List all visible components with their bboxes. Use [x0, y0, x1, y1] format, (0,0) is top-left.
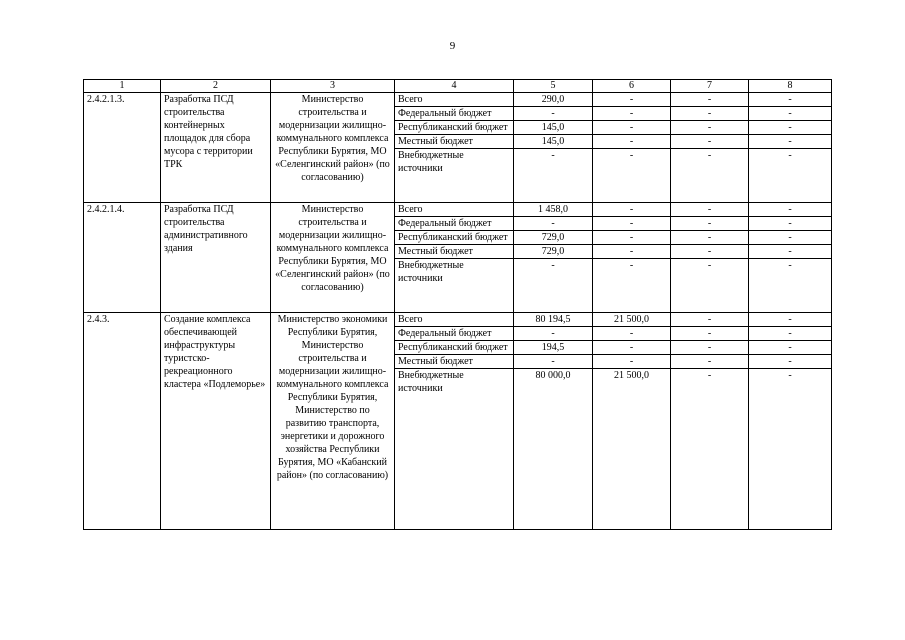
- measure-executor: Министерство строительства и модернизации жилищно-коммунального комплекса Республики Бурятия, МО «Селенгинский район» (по согласованию): [271, 93, 395, 203]
- value-cell: 729,0: [514, 231, 593, 245]
- funding-source: Местный бюджет: [395, 245, 514, 259]
- measure-name: Разработка ПСД строительства административного здания: [161, 203, 271, 313]
- value-cell: -: [593, 355, 671, 369]
- table-row: [84, 203, 832, 217]
- value-cell: -: [749, 93, 832, 107]
- measure-code: 2.4.2.1.3.: [84, 93, 161, 203]
- column-number: 2: [161, 80, 271, 93]
- column-number: 4: [395, 80, 514, 93]
- value-cell: -: [593, 121, 671, 135]
- value-cell: -: [749, 355, 832, 369]
- budget-table: [83, 79, 832, 530]
- value-cell: -: [514, 217, 593, 231]
- value-cell: -: [749, 259, 832, 313]
- value-cell: -: [671, 259, 749, 313]
- funding-source: Федеральный бюджет: [395, 217, 514, 231]
- funding-source: Республиканский бюджет: [395, 231, 514, 245]
- value-cell: 729,0: [514, 245, 593, 259]
- value-cell: -: [671, 135, 749, 149]
- value-cell: -: [671, 231, 749, 245]
- funding-source: Внебюджетные источники: [395, 369, 514, 530]
- value-cell: 80 194,5: [514, 313, 593, 327]
- value-cell: -: [593, 107, 671, 121]
- value-cell: 145,0: [514, 135, 593, 149]
- funding-source: Федеральный бюджет: [395, 327, 514, 341]
- value-cell: -: [671, 121, 749, 135]
- value-cell: -: [749, 121, 832, 135]
- measure-name: Разработка ПСД строительства контейнерных площадок для сбора мусора с территории ТРК: [161, 93, 271, 203]
- funding-source: Республиканский бюджет: [395, 121, 514, 135]
- funding-source: Местный бюджет: [395, 135, 514, 149]
- value-cell: -: [593, 245, 671, 259]
- value-cell: -: [749, 231, 832, 245]
- measure-code: 2.4.2.1.4.: [84, 203, 161, 313]
- value-cell: 290,0: [514, 93, 593, 107]
- value-cell: -: [593, 217, 671, 231]
- value-cell: 80 000,0: [514, 369, 593, 530]
- value-cell: -: [749, 245, 832, 259]
- value-cell: 145,0: [514, 121, 593, 135]
- value-cell: -: [671, 341, 749, 355]
- value-cell: -: [593, 231, 671, 245]
- value-cell: -: [593, 341, 671, 355]
- value-cell: -: [749, 369, 832, 530]
- funding-source: Республиканский бюджет: [395, 341, 514, 355]
- value-cell: -: [671, 149, 749, 203]
- value-cell: -: [514, 149, 593, 203]
- table-row: [84, 313, 832, 327]
- value-cell: -: [671, 327, 749, 341]
- measure-code: 2.4.3.: [84, 313, 161, 530]
- funding-source: Внебюджетные источники: [395, 149, 514, 203]
- value-cell: 194,5: [514, 341, 593, 355]
- funding-source: Федеральный бюджет: [395, 107, 514, 121]
- value-cell: -: [593, 259, 671, 313]
- value-cell: -: [671, 369, 749, 530]
- column-number: 7: [671, 80, 749, 93]
- column-number: 5: [514, 80, 593, 93]
- value-cell: -: [514, 355, 593, 369]
- value-cell: -: [593, 203, 671, 217]
- value-cell: -: [749, 341, 832, 355]
- table-row: [84, 93, 832, 107]
- column-number-row: [84, 80, 832, 93]
- value-cell: -: [593, 327, 671, 341]
- value-cell: -: [749, 217, 832, 231]
- funding-source: Внебюджетные источники: [395, 259, 514, 313]
- value-cell: -: [671, 203, 749, 217]
- value-cell: -: [593, 135, 671, 149]
- value-cell: -: [749, 107, 832, 121]
- column-number: 6: [593, 80, 671, 93]
- value-cell: -: [593, 93, 671, 107]
- value-cell: -: [671, 93, 749, 107]
- value-cell: 21 500,0: [593, 369, 671, 530]
- value-cell: -: [749, 313, 832, 327]
- column-number: 8: [749, 80, 832, 93]
- value-cell: -: [514, 107, 593, 121]
- value-cell: -: [749, 135, 832, 149]
- value-cell: -: [671, 313, 749, 327]
- value-cell: -: [671, 107, 749, 121]
- column-number: 1: [84, 80, 161, 93]
- value-cell: -: [749, 203, 832, 217]
- value-cell: 21 500,0: [593, 313, 671, 327]
- value-cell: -: [514, 327, 593, 341]
- measure-executor: Министерство экономики Республики Бурятия, Министерство строительства и модернизации жилищно-коммунального комплекса Республики Бурятия, Министерство по развитию транспорта, энергетики и дорожного хозяйства Республики Бурятия, МО «Кабанский район» (по согласованию): [271, 313, 395, 530]
- measure-name: Создание комплекса обеспечивающей инфраструктуры туристско-рекреационного кластера «Подлеморье»: [161, 313, 271, 530]
- value-cell: -: [514, 259, 593, 313]
- value-cell: -: [671, 355, 749, 369]
- value-cell: -: [593, 149, 671, 203]
- value-cell: 1 458,0: [514, 203, 593, 217]
- funding-source: Местный бюджет: [395, 355, 514, 369]
- funding-source: Всего: [395, 313, 514, 327]
- value-cell: -: [671, 245, 749, 259]
- page-number: 9: [449, 40, 456, 52]
- column-number: 3: [271, 80, 395, 93]
- measure-executor: Министерство строительства и модернизации жилищно-коммунального комплекса Республики Бурятия, МО «Селенгинский район» (по согласованию): [271, 203, 395, 313]
- value-cell: -: [749, 327, 832, 341]
- value-cell: -: [749, 149, 832, 203]
- funding-source: Всего: [395, 203, 514, 217]
- funding-source: Всего: [395, 93, 514, 107]
- value-cell: -: [671, 217, 749, 231]
